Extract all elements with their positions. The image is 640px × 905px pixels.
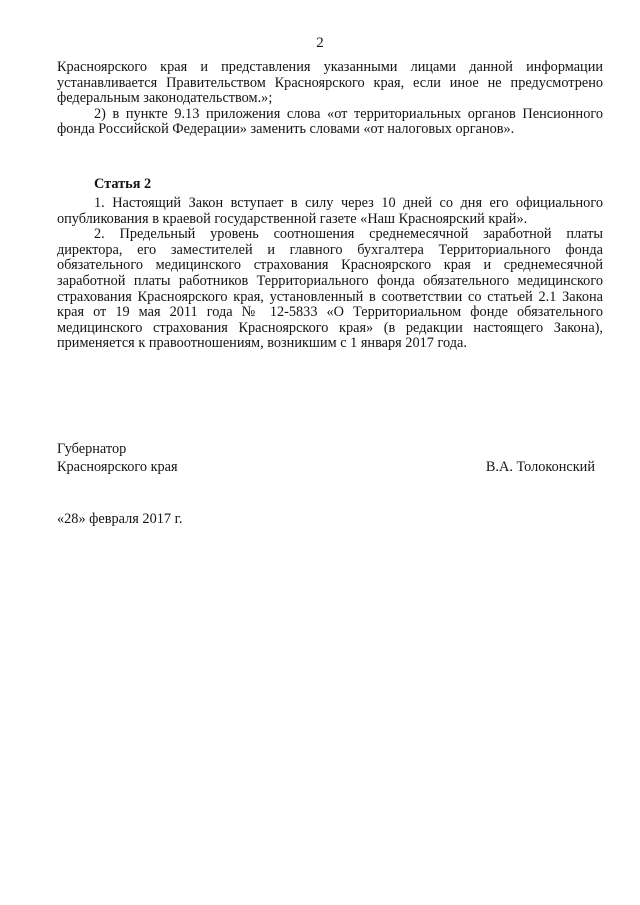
amendment-item-2: 2) в пункте 9.13 приложения слова «от территориальных органов Пенсионного фонда Российской Федерации» заменить словами «от налоговых органов». [57,105,603,138]
continuation-text [57,60,603,138]
signature-title-line-2: Красноярского края [57,459,178,475]
continuation-paragraph: Красноярского края и представления указанными лицами данной информации устанавливается Правительством Красноярского края, если иное не предусмотрено федеральным законодательством.»; [57,59,603,107]
article-2-heading: Статья 2 [94,176,152,192]
article-2-item-1: 1. Настоящий Закон вступает в силу через 10 дней со дня его официального опубликования в краевой государственной газете «Наш Красноярский край». [57,195,603,227]
article-2-item-2: 2. Предельный уровень соотношения среднемесячной заработной платы директора, его заместителей и главного бухгалтера Территориального фонда обязательного медицинского страхования Красноярского края и среднемесячной заработной платы работников Территориального фонда обязательного медицинского страхования Красноярского края, установленный в соответствии со статьей 2.1 Закона края от 19 мая 2011 года № 12-5833 «О Территориальном фонде обязательного медицинского страхования Красноярского края» (в редакции настоящего Закона), применяется к правоотношениям, возникшим с 1 января 2017 года. [57,226,603,352]
signature-title-line-1: Губернатор [57,441,127,457]
article-2-body [57,196,603,352]
document-date: «28» февраля 2017 г. [57,511,183,527]
page-number: 2 [316,35,324,51]
signatory-name: В.А. Толоконский [485,459,595,475]
